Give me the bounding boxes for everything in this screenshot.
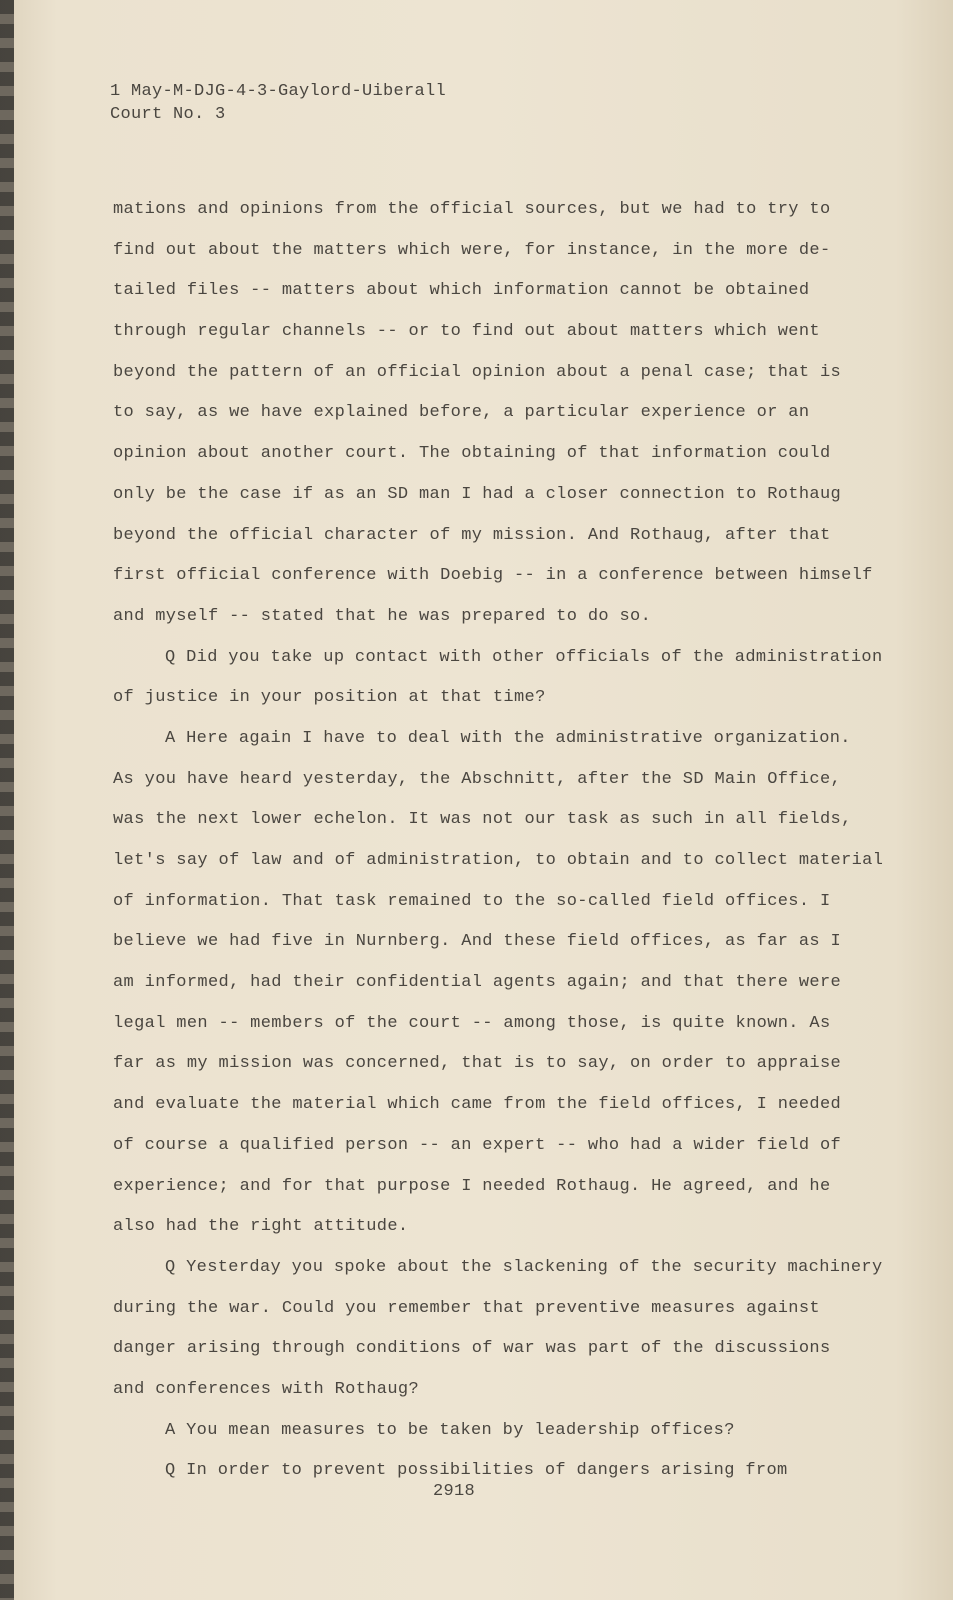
header-reference: 1 May-M-DJG-4-3-Gaylord-Uiberall: [110, 82, 447, 101]
text-line: believe we had five in Nurnberg. And these field offices, as far as I: [113, 932, 842, 952]
answer-line: A Here again I have to deal with the administrative organization.: [165, 728, 851, 748]
text-line: am informed, had their confidential agents again; and that there were: [113, 973, 842, 993]
text-line: far as my mission was concerned, that is to say, on order to appraise: [113, 1054, 842, 1074]
text-line: beyond the official character of my mission. And Rothaug, after that: [113, 525, 831, 545]
text-line: of justice in your position at that time?: [113, 688, 546, 708]
question-line: Q Did you take up contact with other officials of the administration: [165, 647, 883, 667]
text-line: and evaluate the material which came from the field offices, I needed: [113, 1095, 842, 1115]
text-line: danger arising through conditions of war was part of the discussions: [113, 1339, 831, 1359]
binding-edge: [0, 0, 14, 1600]
text-line: of course a qualified person -- an expert -- who had a wider field of: [113, 1135, 842, 1155]
text-line: of information. That task remained to the so-called field offices. I: [113, 891, 831, 911]
text-line: tailed files -- matters about which information cannot be obtained: [113, 281, 810, 301]
text-line: let's say of law and of administration, to obtain and to collect material: [113, 851, 884, 870]
text-line: also had the right attitude.: [113, 1217, 409, 1237]
text-line: to say, as we have explained before, a particular experience or an: [113, 403, 810, 423]
text-line: during the war. Could you remember that preventive measures against: [113, 1298, 820, 1318]
text-line: opinion about another court. The obtaining of that information could: [113, 444, 831, 464]
question-line: Q Yesterday you spoke about the slackening of the security machinery: [165, 1257, 883, 1277]
text-line: through regular channels -- or to find out about matters which went: [113, 322, 820, 342]
text-line: beyond the pattern of an official opinion about a penal case; that is: [113, 362, 842, 382]
text-line: find out about the matters which were, for instance, in the more de-: [113, 240, 831, 260]
question-line: Q In order to prevent possibilities of dangers arising from: [165, 1461, 788, 1481]
text-line: first official conference with Doebig -- in a conference between himself: [113, 566, 873, 586]
page-number: 2918: [433, 1482, 476, 1501]
text-line: legal men -- members of the court -- among those, is quite known. As: [113, 1013, 831, 1033]
text-line: and myself -- stated that he was prepared to do so.: [113, 606, 652, 626]
text-line: As you have heard yesterday, the Abschnitt, after the SD Main Office,: [113, 769, 842, 789]
document-header: [110, 80, 446, 126]
transcript-body: [113, 190, 893, 1492]
text-line: experience; and for that purpose I needed Rothaug. He agreed, and he: [113, 1176, 831, 1196]
answer-line: A You mean measures to be taken by leadership offices?: [165, 1420, 735, 1440]
text-line: mations and opinions from the official sources, but we had to try to: [113, 200, 831, 219]
text-line: only be the case if as an SD man I had a closer connection to Rothaug: [113, 484, 842, 504]
text-line: was the next lower echelon. It was not our task as such in all fields,: [113, 810, 852, 830]
header-court: Court No. 3: [110, 105, 226, 124]
text-line: and conferences with Rothaug?: [113, 1379, 419, 1399]
